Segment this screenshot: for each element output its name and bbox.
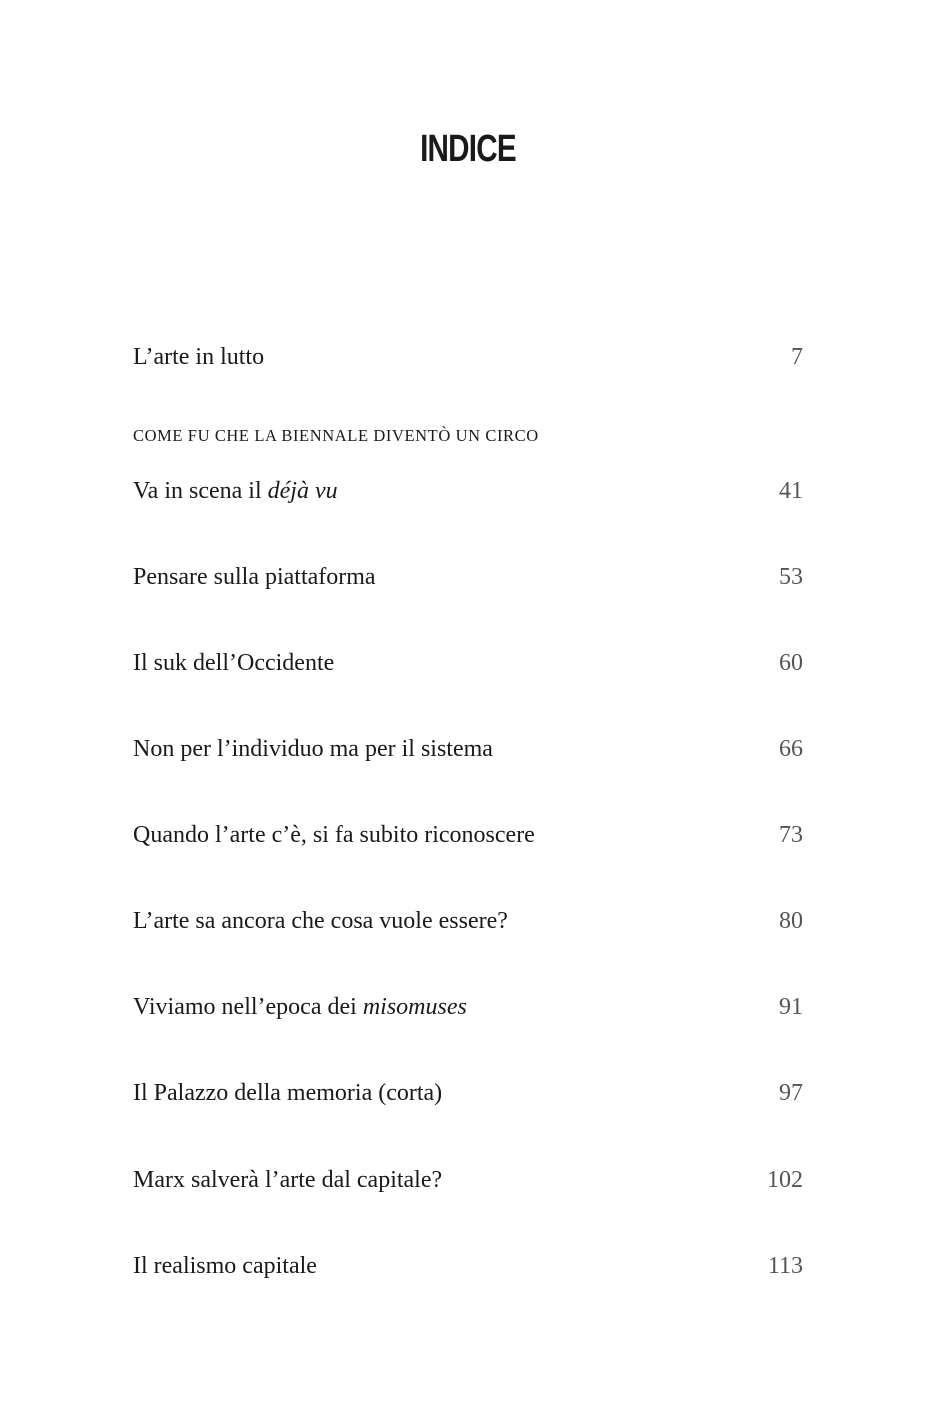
toc-entry[interactable] [133, 344, 803, 371]
toc-entry-title: Non per l’individuo ma per il sistema [133, 736, 493, 762]
toc-entry-page: 66 [779, 736, 803, 762]
toc-entry[interactable] [133, 650, 803, 677]
toc-entry[interactable] [133, 908, 803, 935]
section-heading: COME FU CHE LA BIENNALE DIVENTÒ UN CIRCO [133, 426, 539, 445]
toc-entry-page: 102 [767, 1167, 803, 1193]
toc-entry-title: Il suk dell’Occidente [133, 650, 335, 676]
toc-entry-title: Va in scena il déjà vu [133, 478, 338, 504]
page-title: INDICE [420, 128, 516, 170]
toc-entry-title: Pensare sulla piattaforma [133, 564, 376, 590]
toc-entry-title: L’arte in lutto [133, 344, 265, 370]
toc-entry-page: 73 [779, 822, 803, 848]
toc-entry[interactable] [133, 822, 803, 849]
toc-entry-page: 97 [779, 1080, 803, 1106]
toc-entry-title: L’arte sa ancora che cosa vuole essere? [133, 908, 508, 934]
toc-entry[interactable] [133, 1253, 803, 1280]
toc-entry-title: Quando l’arte c’è, si fa subito riconoscere [133, 822, 535, 848]
toc-entry[interactable] [133, 478, 803, 505]
toc-entry-title: Il realismo capitale [133, 1253, 317, 1279]
toc-entry-page: 53 [779, 564, 803, 590]
toc-entry[interactable] [133, 994, 803, 1021]
toc-entry-title: Marx salverà l’arte dal capitale? [133, 1167, 443, 1193]
toc-entry-page: 41 [779, 478, 803, 504]
toc-entry-page: 60 [779, 650, 803, 676]
toc-entry[interactable] [133, 1167, 803, 1194]
toc-entry-page: 80 [779, 908, 803, 934]
toc-entry-title: Il Palazzo della memoria (corta) [133, 1080, 443, 1106]
toc-entry-page: 7 [791, 344, 803, 370]
toc-entry-title: Viviamo nell’epoca dei misomuses [133, 994, 467, 1020]
toc-entry-page: 113 [767, 1253, 803, 1279]
toc-entry[interactable] [133, 736, 803, 763]
toc-entry[interactable] [133, 564, 803, 591]
toc-entry-page: 91 [779, 994, 803, 1020]
toc-entry[interactable] [133, 1080, 803, 1107]
